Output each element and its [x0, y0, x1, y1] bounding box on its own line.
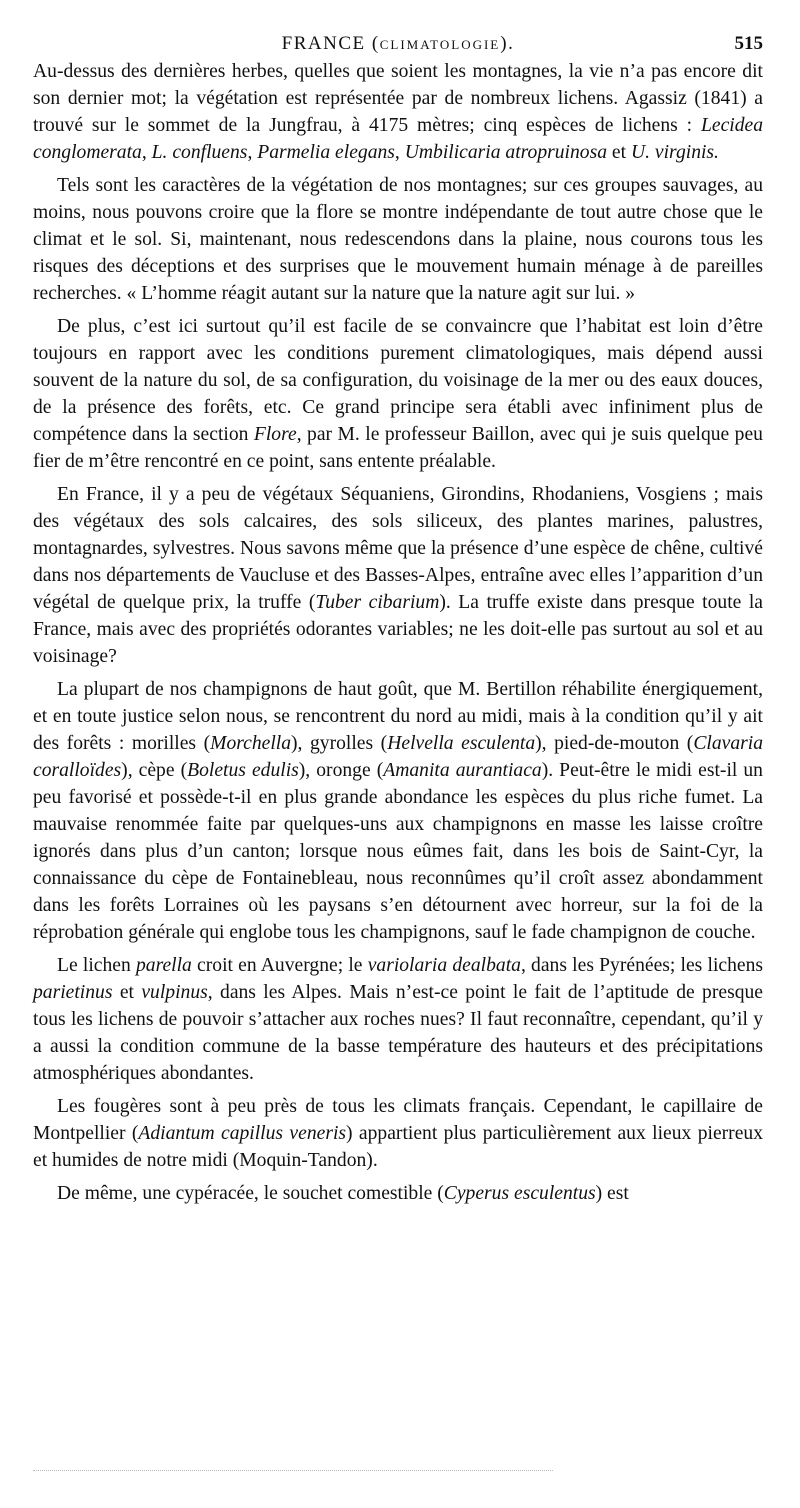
text-run: ), pied-de-mouton ( — [535, 733, 694, 754]
paragraph — [33, 1093, 763, 1174]
text-run: De même, une cypéracée, le souchet comestible ( — [57, 1183, 444, 1204]
text-run: Le lichen — [57, 955, 136, 976]
italic-run: Adiantum capillus veneris — [138, 1123, 347, 1144]
text-run: croit en Auvergne; le — [191, 955, 368, 976]
text-run: ), cèpe ( — [121, 760, 188, 781]
text-run: De plus, c’est ici surtout qu’il est facile de se convaincre que l’habitat est loin d’être toujours en rapport avec les conditions purement climatologiques, mais dépend aussi souvent de la nature du sol, de sa configuration, du voisinage de la mer ou des eaux douces, de la présence des forêts, etc. Ce grand principe sera établi avec infiniment plus de compétence dans la section — [33, 316, 763, 445]
text-run: ), gyrolles ( — [291, 733, 388, 754]
footer-rule — [33, 1470, 553, 1471]
italic-run: L. confluens — [151, 142, 248, 163]
text-run: , — [394, 142, 405, 163]
text-run: En France, il y a peu de végétaux Séquaniens, Girondins, Rhodaniens, Vosgiens ; mais des végétaux des sols calcaires, des sols siliceux, des plantes marines, palustres, montagnardes, sylvestres. Nous savons même que la présence d’une espèce de chêne, cultivé dans nos départements de Vaucluse et des Basses-Alpes, entraîne avec elles l’apparition d’un végétal de quelque prix, la truffe ( — [33, 484, 763, 613]
italic-run: Lecidea conglomerata — [33, 115, 763, 163]
italic-run: Helvella esculenta — [387, 733, 536, 754]
title-end: ). — [500, 33, 515, 54]
running-header — [33, 30, 763, 58]
italic-run: variolaria dealbata — [367, 955, 521, 976]
italic-run: Umbilicaria atropruinosa — [404, 142, 608, 163]
text-run: ). La truffe existe dans presque toute la France, mais avec des propriétés odorantes variables; ne les doit-elle pas surtout au sol et au voisinage? — [33, 592, 763, 667]
text-run: , dans les Pyrénées; les lichens — [520, 955, 764, 976]
italic-run: Cyperus esculentus — [443, 1183, 596, 1204]
text-run: et — [112, 982, 142, 1003]
text-run: et — [607, 142, 631, 163]
italic-run: Clavaria coralloïdes — [33, 733, 764, 781]
title-small-caps: CLIMATOLOGIE — [379, 37, 501, 52]
running-title — [33, 30, 763, 58]
italic-run: parella — [135, 955, 192, 976]
italic-run: Amanita aurantiaca — [383, 760, 542, 781]
body-text — [33, 58, 763, 1207]
text-run: ) appartient plus particulièrement aux lieux pierreux et humides de notre midi (Moquin-Tandon). — [33, 1123, 763, 1171]
paragraph — [33, 313, 763, 475]
paragraph — [33, 172, 763, 307]
document-page — [33, 30, 763, 1213]
italic-run: parietinus — [33, 982, 113, 1003]
paragraph — [33, 481, 763, 670]
text-run: ). Peut-être le midi est-il un peu favorisé et possède-t-il en plus grande abondance les espèces du plus riche fumet. La mauvaise renommée faite par quelques-uns aux champignons en masse les laisse croître ignorés dans plus d’un canton; lorsque nous eûmes fait, dans les bois de Saint-Cyr, la connaissance du cèpe de Fontainebleau, nous reconnûmes qu’il croît assez abondamment dans les forêts Lorraines où les paysans s’en détournent avec horreur, sur la foi de la réprobation générale qui englobe tous les champignons, sauf le fade champignon de couche. — [33, 760, 763, 943]
italic-run: Boletus edulis — [187, 760, 299, 781]
text-run: , par M. le professeur Baillon, avec qui je suis quelque peu fier de m’être rencontré en ce point, sans entente préalable. — [33, 424, 763, 472]
italic-run: Parmelia elegans — [257, 142, 395, 163]
paragraph — [33, 1180, 763, 1207]
text-run: ) est — [595, 1183, 629, 1204]
italic-run: Flore — [253, 424, 297, 445]
italic-run: vulpinus — [141, 982, 208, 1003]
text-run: La plupart de nos champignons de haut goût, que M. Bertillon réhabilite énergiquement, et en toute justice selon nous, se rencontrent du nord au midi, mais à la condition qu’il y ait des forêts : morilles ( — [33, 679, 763, 754]
text-run: Au-dessus des dernières herbes, quelles que soient les montagnes, la vie n’a pas encore dit son dernier mot; la végétation est représentée par de nombreux lichens. Agassiz (1841) a trouvé sur le sommet de la Jungfrau, à 4175 mètres; cinq espèces de lichens : — [33, 61, 763, 136]
text-run: ), oronge ( — [298, 760, 384, 781]
text-run: , — [141, 142, 152, 163]
text-run: , — [247, 142, 258, 163]
paragraph — [33, 676, 763, 946]
page-number: 515 — [734, 33, 763, 54]
paragraph — [33, 952, 763, 1087]
italic-run: U. virginis. — [630, 142, 719, 163]
text-run: Tels sont les caractères de la végétation de nos montagnes; sur ces groupes sauvages, au moins, nous pouvons croire que la flore se montre indépendante de tout autre chose que le climat et le sol. Si, maintenant, nous redescendons dans la plaine, nous courons tous les risques des déceptions et des surprises que le mouvement humain ménage à de pareilles recherches. « L’homme réagit autant sur la nature que la nature agit sur lui. » — [33, 175, 763, 304]
paragraph — [33, 58, 763, 166]
text-run: Les fougères sont à peu près de tous les climats français. Cependant, le capillaire de Montpellier ( — [33, 1096, 763, 1144]
italic-run: Morchella — [210, 733, 292, 754]
italic-run: Tuber cibarium — [315, 592, 440, 613]
title-main: FRANCE ( — [281, 33, 380, 54]
text-run: , dans les Alpes. Mais n’est-ce point le fait de l’aptitude de presque tous les lichens de pouvoir s’attacher aux roches nues? Il faut reconnaître, cependant, qu’il y a aussi la condition commune de la basse température des hauteurs et des précipitations atmosphériques abondantes. — [33, 982, 763, 1084]
